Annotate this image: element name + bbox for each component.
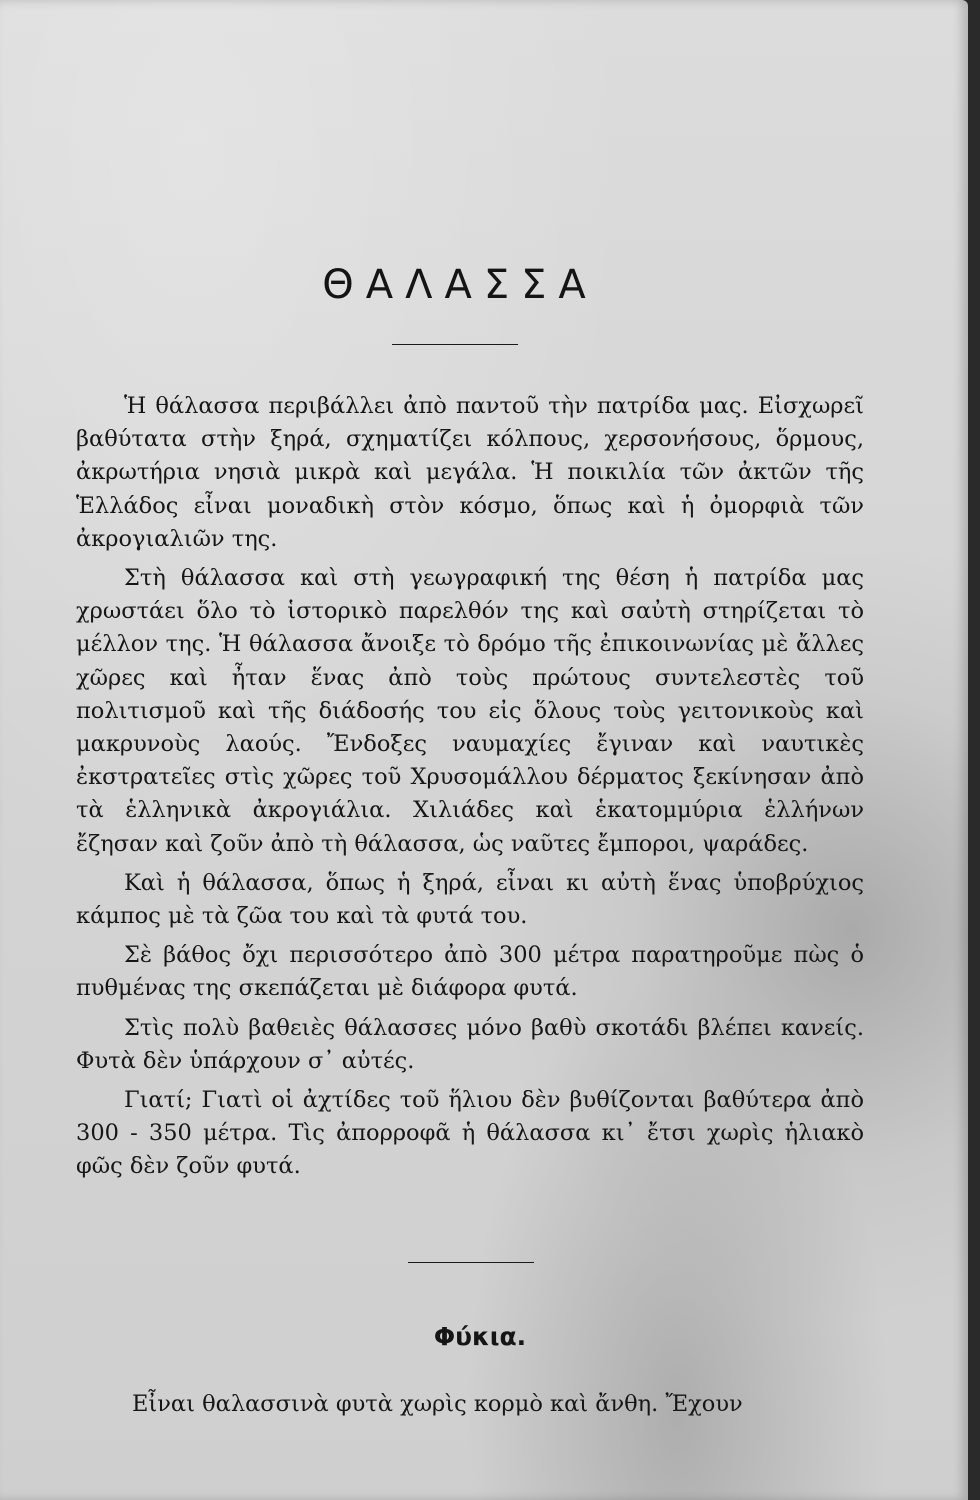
paragraph: Στὴ θάλασσα καὶ στὴ γεωγραφική της θέση ἡ πατρίδα μας χρωστάει ὅλο τὸ ἱστορικὸ παρελθόν της καὶ σαὐτὴ στηρίζεται τὸ μέλλον της. Ἡ θάλασσα ἄνοιξε τὸ δρόμο τῆς ἐπικοινωνίας μὲ ἄλλες χῶρες καὶ ἦταν ἕνας ἀπὸ τοὺς πρώτους συντελεστὲς τοῦ πολιτισμοῦ καὶ τῆς διάδοσής του εἰς ὅλους τοὺς γειτονικοὺς καὶ μακρυνοὺς λαούς. Ἔνδοξες ναυμαχίες ἔγιναν καὶ ναυτικὲς ἐκστρατεῖες στὶς χῶρες τοῦ Χρυσομάλλου δέρματος ξεκίνησαν ἀπὸ τὰ ἑλληνικὰ ἀκρογιάλια. Χιλιάδες καὶ ἑκατομμύρια ἑλλήνων ἔζησαν καὶ ζοῦν ἀπὸ τὴ θάλασσα, ὡς ναῦτες ἔμποροι, ψαράδες. xyxy=(76,565,864,857)
paragraph: Καὶ ἡ θάλασσα, ὅπως ἡ ξηρά, εἶναι κι αὐτὴ ἕνας ὑποβρύχιος κάμπος μὲ τὰ ζῶα του καὶ τὰ φυτά του. xyxy=(76,869,864,930)
section-heading: Φύκια. xyxy=(433,1322,527,1351)
title-divider xyxy=(392,344,518,345)
paragraph: Στὶς πολὺ βαθειὲς θάλασσες μόνο βαθὺ σκοτάδι βλέπει κανείς. Φυτὰ δὲν ὑπάρχουν σ᾿ αὐτές. xyxy=(76,1014,864,1074)
section-text xyxy=(76,1388,876,1421)
body-text xyxy=(76,390,864,1190)
page-title: ΘΑΛΑΣΣΑ xyxy=(322,262,598,308)
section-divider xyxy=(408,1262,534,1263)
paragraph: Ἡ θάλασσα περιβάλλει ἀπὸ παντοῦ τὴν πατρίδα μας. Εἰσχωρεῖ βαθύτατα στὴν ξηρά, σχηματίζει κόλπους, χερσονήσους, ὅρμους, ἀκρωτήρια νησιὰ μικρὰ καὶ μεγάλα. Ἡ ποικιλία τῶν ἀκτῶν τῆς Ἑλλάδος εἶναι μοναδικὴ στὸν κόσμο, ὅπως καὶ ἡ ὀμορφιὰ τῶν ἀκρογιαλιῶν της. xyxy=(76,393,864,552)
paragraph: Σὲ βάθος ὄχι περισσότερο ἀπὸ 300 μέτρα παρατηροῦμε πὼς ὁ πυθμένας της σκεπάζεται μὲ διάφορα φυτά. xyxy=(76,942,864,1002)
paragraph: Γιατί; Γιατὶ οἱ ἀχτίδες τοῦ ἥλιου δὲν βυθίζονται βαθύτερα ἀπὸ 300 - 350 μέτρα. Τὶς ἀπορροφᾶ ἡ θάλασσα κι᾿ ἔτσι χωρὶς ἡλιακὸ φῶς δὲν ζοῦν φυτά. xyxy=(76,1087,864,1180)
paragraph: Εἶναι θαλασσινὰ φυτὰ χωρὶς κορμὸ καὶ ἄνθη. Ἔχουν xyxy=(132,1391,743,1417)
